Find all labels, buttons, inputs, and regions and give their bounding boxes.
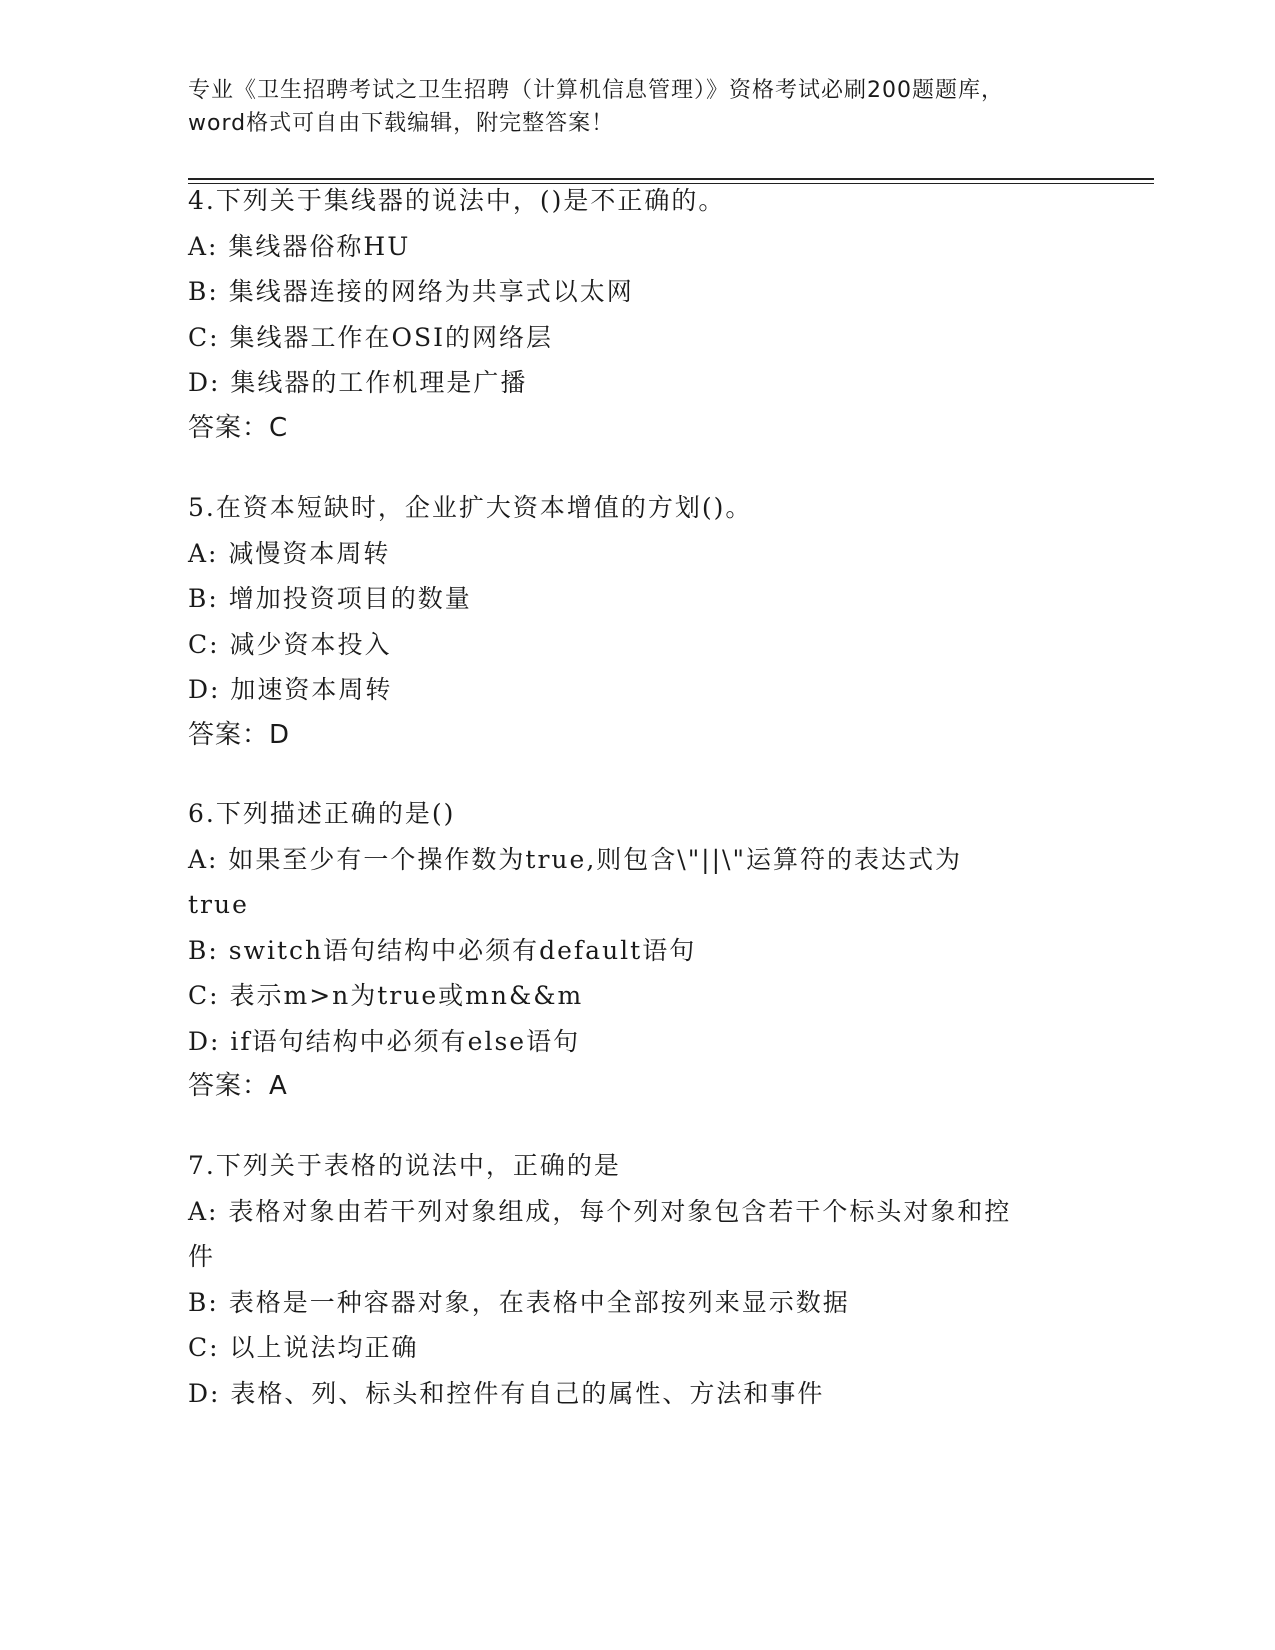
question-7	[188, 1143, 1088, 1416]
answer: 答案：D	[188, 719, 291, 750]
option-b: B: 集线器连接的网络为共享式以太网	[188, 277, 634, 306]
answer: 答案：C	[188, 412, 289, 443]
question-6	[188, 791, 1088, 1110]
question-5	[188, 485, 1088, 758]
question-stem: 4.下列关于集线器的说法中，()是不正确的。	[188, 186, 726, 215]
document-header	[188, 74, 1088, 140]
option-a-continued: true	[188, 890, 249, 919]
answer: 答案：A	[188, 1071, 288, 1101]
option-a: A: 集线器俗称HU	[188, 231, 411, 261]
option-c: C: 集线器工作在OSI的网络层	[188, 322, 553, 352]
option-d: D: 表格、列、标头和控件有自己的属性、方法和事件	[188, 1378, 825, 1408]
option-d: D: 集线器的工作机理是广播	[188, 368, 528, 397]
option-d: D: 加速资本周转	[188, 675, 393, 704]
option-b: B: 表格是一种容器对象，在表格中全部按列来显示数据	[188, 1287, 850, 1317]
option-b: B: 增加投资项目的数量	[188, 584, 472, 613]
question-stem: 5.在资本短缺时，企业扩大资本增值的方划()。	[188, 493, 753, 522]
option-c: C: 减少资本投入	[188, 629, 392, 659]
option-a: A: 表格对象由若干列对象组成，每个列对象包含若干个标头对象和控	[188, 1196, 1012, 1226]
option-c: C: 以上说法均正确	[188, 1333, 419, 1362]
question-4	[188, 178, 1088, 451]
question-stem: 6.下列描述正确的是()	[188, 799, 456, 828]
option-d: D: if语句结构中必须有else语句	[188, 1026, 581, 1056]
option-a: A: 如果至少有一个操作数为true,则包含\"||\"运算符的表达式为	[188, 844, 962, 874]
header-title-line-1: 专业《卫生招聘考试之卫生招聘（计算机信息管理）》资格考试必刷200题题库，	[188, 78, 1004, 103]
option-b: B: switch语句结构中必须有default语句	[188, 935, 697, 965]
option-c: C: 表示m>n为true或mn&&m	[188, 981, 584, 1010]
option-a-continued: 件	[188, 1242, 216, 1271]
option-a: A: 减慢资本周转	[188, 538, 391, 568]
header-title-line-2: word格式可自由下载编辑，附完整答案！	[188, 111, 615, 136]
question-stem: 7.下列关于表格的说法中，正确的是	[188, 1151, 621, 1180]
